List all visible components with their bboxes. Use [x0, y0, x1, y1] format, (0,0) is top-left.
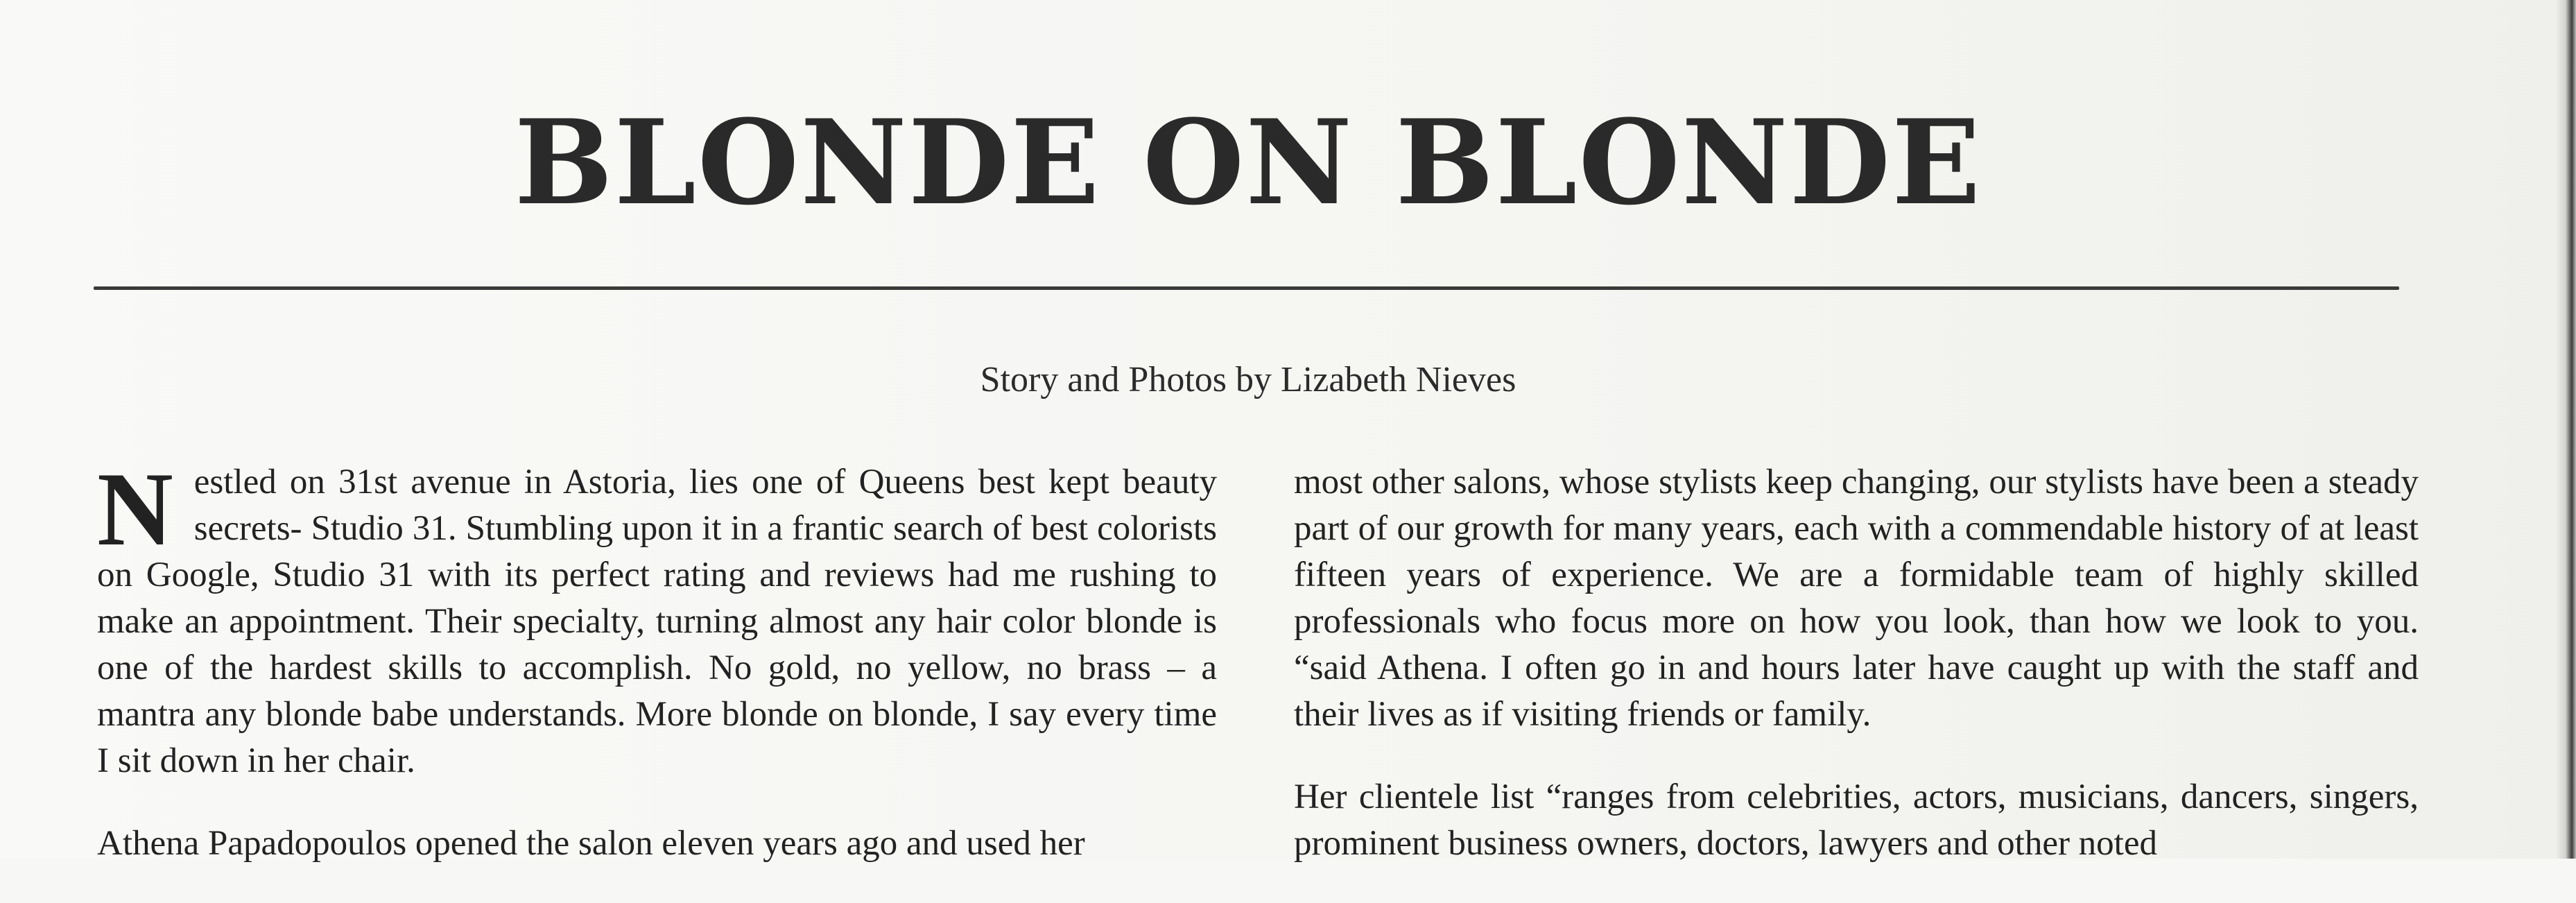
article-byline: Story and Photos by Lizabeth Nieves — [980, 360, 1516, 399]
page-edge-shadow — [2555, 0, 2576, 859]
drop-cap: N — [97, 451, 173, 567]
left-paragraph-2: Athena Papadopoulos opened the salon eleven years ago and used her — [97, 824, 1085, 863]
left-paragraph-1 — [97, 451, 1217, 784]
left-column — [97, 451, 1217, 903]
title-divider — [94, 286, 2399, 290]
right-paragraph-1: most other salons, whose stylists keep changing, our stylists have been a steady part of our growth for many years, each with a commendable history of at least fifteen years of experience. We are a formidable team of highly skilled professionals who focus more on how you look, than how we look to you. “said Athena. I often go in and hours later have caught up with the staff and their lives as if visiting friends or family. — [1294, 463, 2419, 734]
article-title: BLONDE ON BLONDE — [514, 94, 1982, 231]
right-paragraph-2: Her clientele list “ranges from celebrities, actors, musicians, dancers, singers, prominent business owners, doctors, lawyers and other noted — [1294, 777, 2419, 863]
right-column — [1294, 459, 2419, 903]
left-paragraph-1-text: estled on 31st avenue in Astoria, lies one of Queens best kept beauty secrets- Studio 31. Stumbling upon it in a frantic search of best colorists on Google, Studio 31 with its perfect rating and reviews had me rushing to make an appointment. Their specialty, turning almost any hair color blonde is one of the hardest skills to accomplish. No gold, no yellow, no brass – a mantra any blonde babe understands. More blonde on blonde, I say every time I sit down in her chair. — [97, 463, 1217, 780]
